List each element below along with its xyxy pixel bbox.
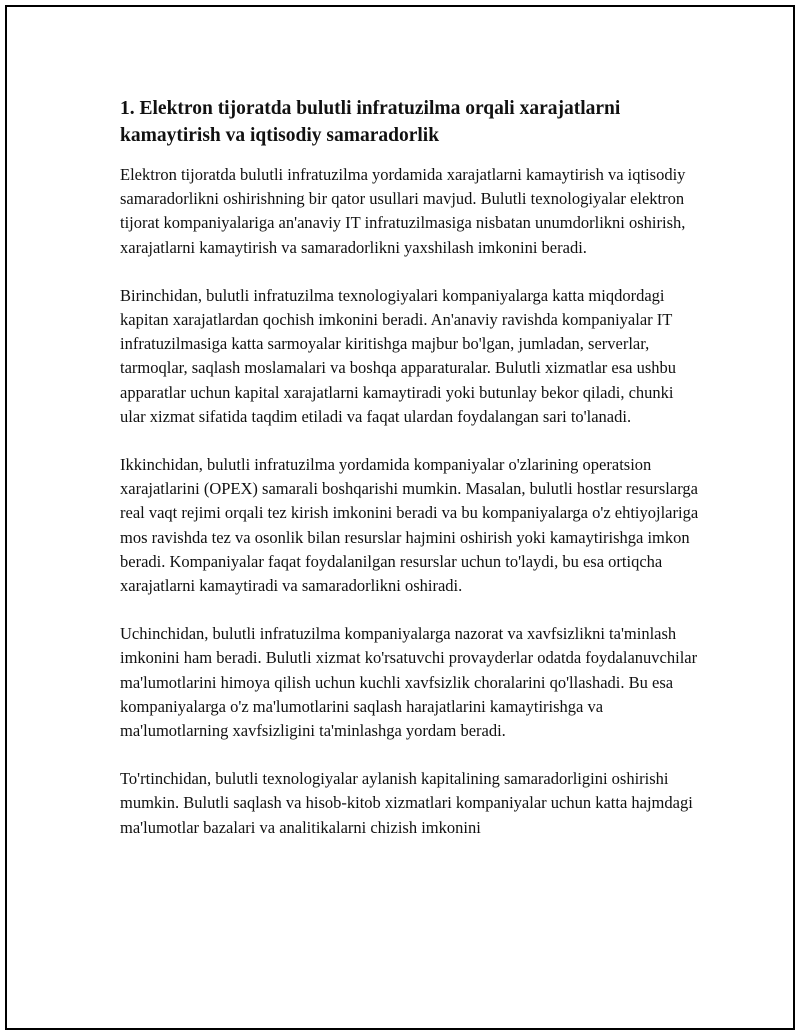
paragraph-third: Uchinchidan, bulutli infratuzilma kompaniyalarga nazorat va xavfsizlikni ta'minlash imkonini ham beradi. Bulutli xizmat ko'rsatuvchi provayderlar odatda foydalanuvchilar ma'lumotlarini himoya qilish uchun kuchli xavfsizlik choralarini qo'llashadi. Bu esa kompaniyalarga o'z ma'lumotlarini saqlash harajatlarini kamaytirishga va ma'lumotlarning xavfsizligini ta'minlashga yordam beradi. — [120, 624, 698, 741]
paragraph-second: Ikkinchidan, bulutli infratuzilma yordamida kompaniyalar o'zlarining operatsion xarajatlarini (OPEX) samarali boshqarishi mumkin. Masalan, bulutli hostlar resurslarga real vaqt rejimi orqali tez kirish imkonini beradi va bu kompaniyalarga o'z ehtiyojlariga mos ravishda tez va osonlik bilan resurslar hajmini oshirish yoki kamaytirishga imkon beradi. Kompaniyalar faqat foydalanilgan resurslar uchun to'laydi, bu esa ortiqcha xarajatlarni kamaytiradi va samaradorlikni oshiradi. — [120, 455, 699, 596]
paragraph-fourth: To'rtinchidan, bulutli texnologiyalar aylanish kapitalining samaradorligini oshirishi mumkin. Bulutli saqlash va hisob-kitob xizmatlari kompaniyalar uchun katta hajmdagi ma'lumotlar bazalari va analitikalarni chizish imkonini — [120, 769, 693, 837]
document-body — [120, 95, 700, 864]
paragraph-first: Birinchidan, bulutli infratuzilma texnologiyalari kompaniyalarga katta miqdordagi kapitan xarajatlardan qochish imkonini beradi. An'anaviy ravishda kompaniyalar IT infratuzilmasiga katta sarmoyalar kiritishga majbur bo'lgan, jumladan, serverlar, tarmoqlar, saqlash moslamalari va boshqa apparaturalar. Bulutli xizmatlar esa ushbu apparatlar uchun kapital xarajatlarni kamaytiradi yoki butunlay bekor qiladi, chunki ular xizmat sifatida taqdim etiladi va faqat ulardan foydalangan sari to'lanadi. — [120, 285, 677, 426]
document-page — [5, 5, 795, 1030]
paragraph-intro: Elektron tijoratda bulutli infratuzilma yordamida xarajatlarni kamaytirish va iqtisodiy samaradorlikni oshirishning bir qator usullari mavjud. Bulutli texnologiyalar elektron tijorat kompaniyalariga an'anaviy IT infratuzilmasiga nisbatan unumdorlikni oshirish, xarajatlarni kamaytirish va samaradorlikni yaxshilash imkonini beradi. — [120, 165, 686, 257]
section-heading: 1. Elektron tijoratda bulutli infratuzilma orqali xarajatlarni kamaytirish va iqtisodiy samaradorlik — [120, 98, 621, 146]
